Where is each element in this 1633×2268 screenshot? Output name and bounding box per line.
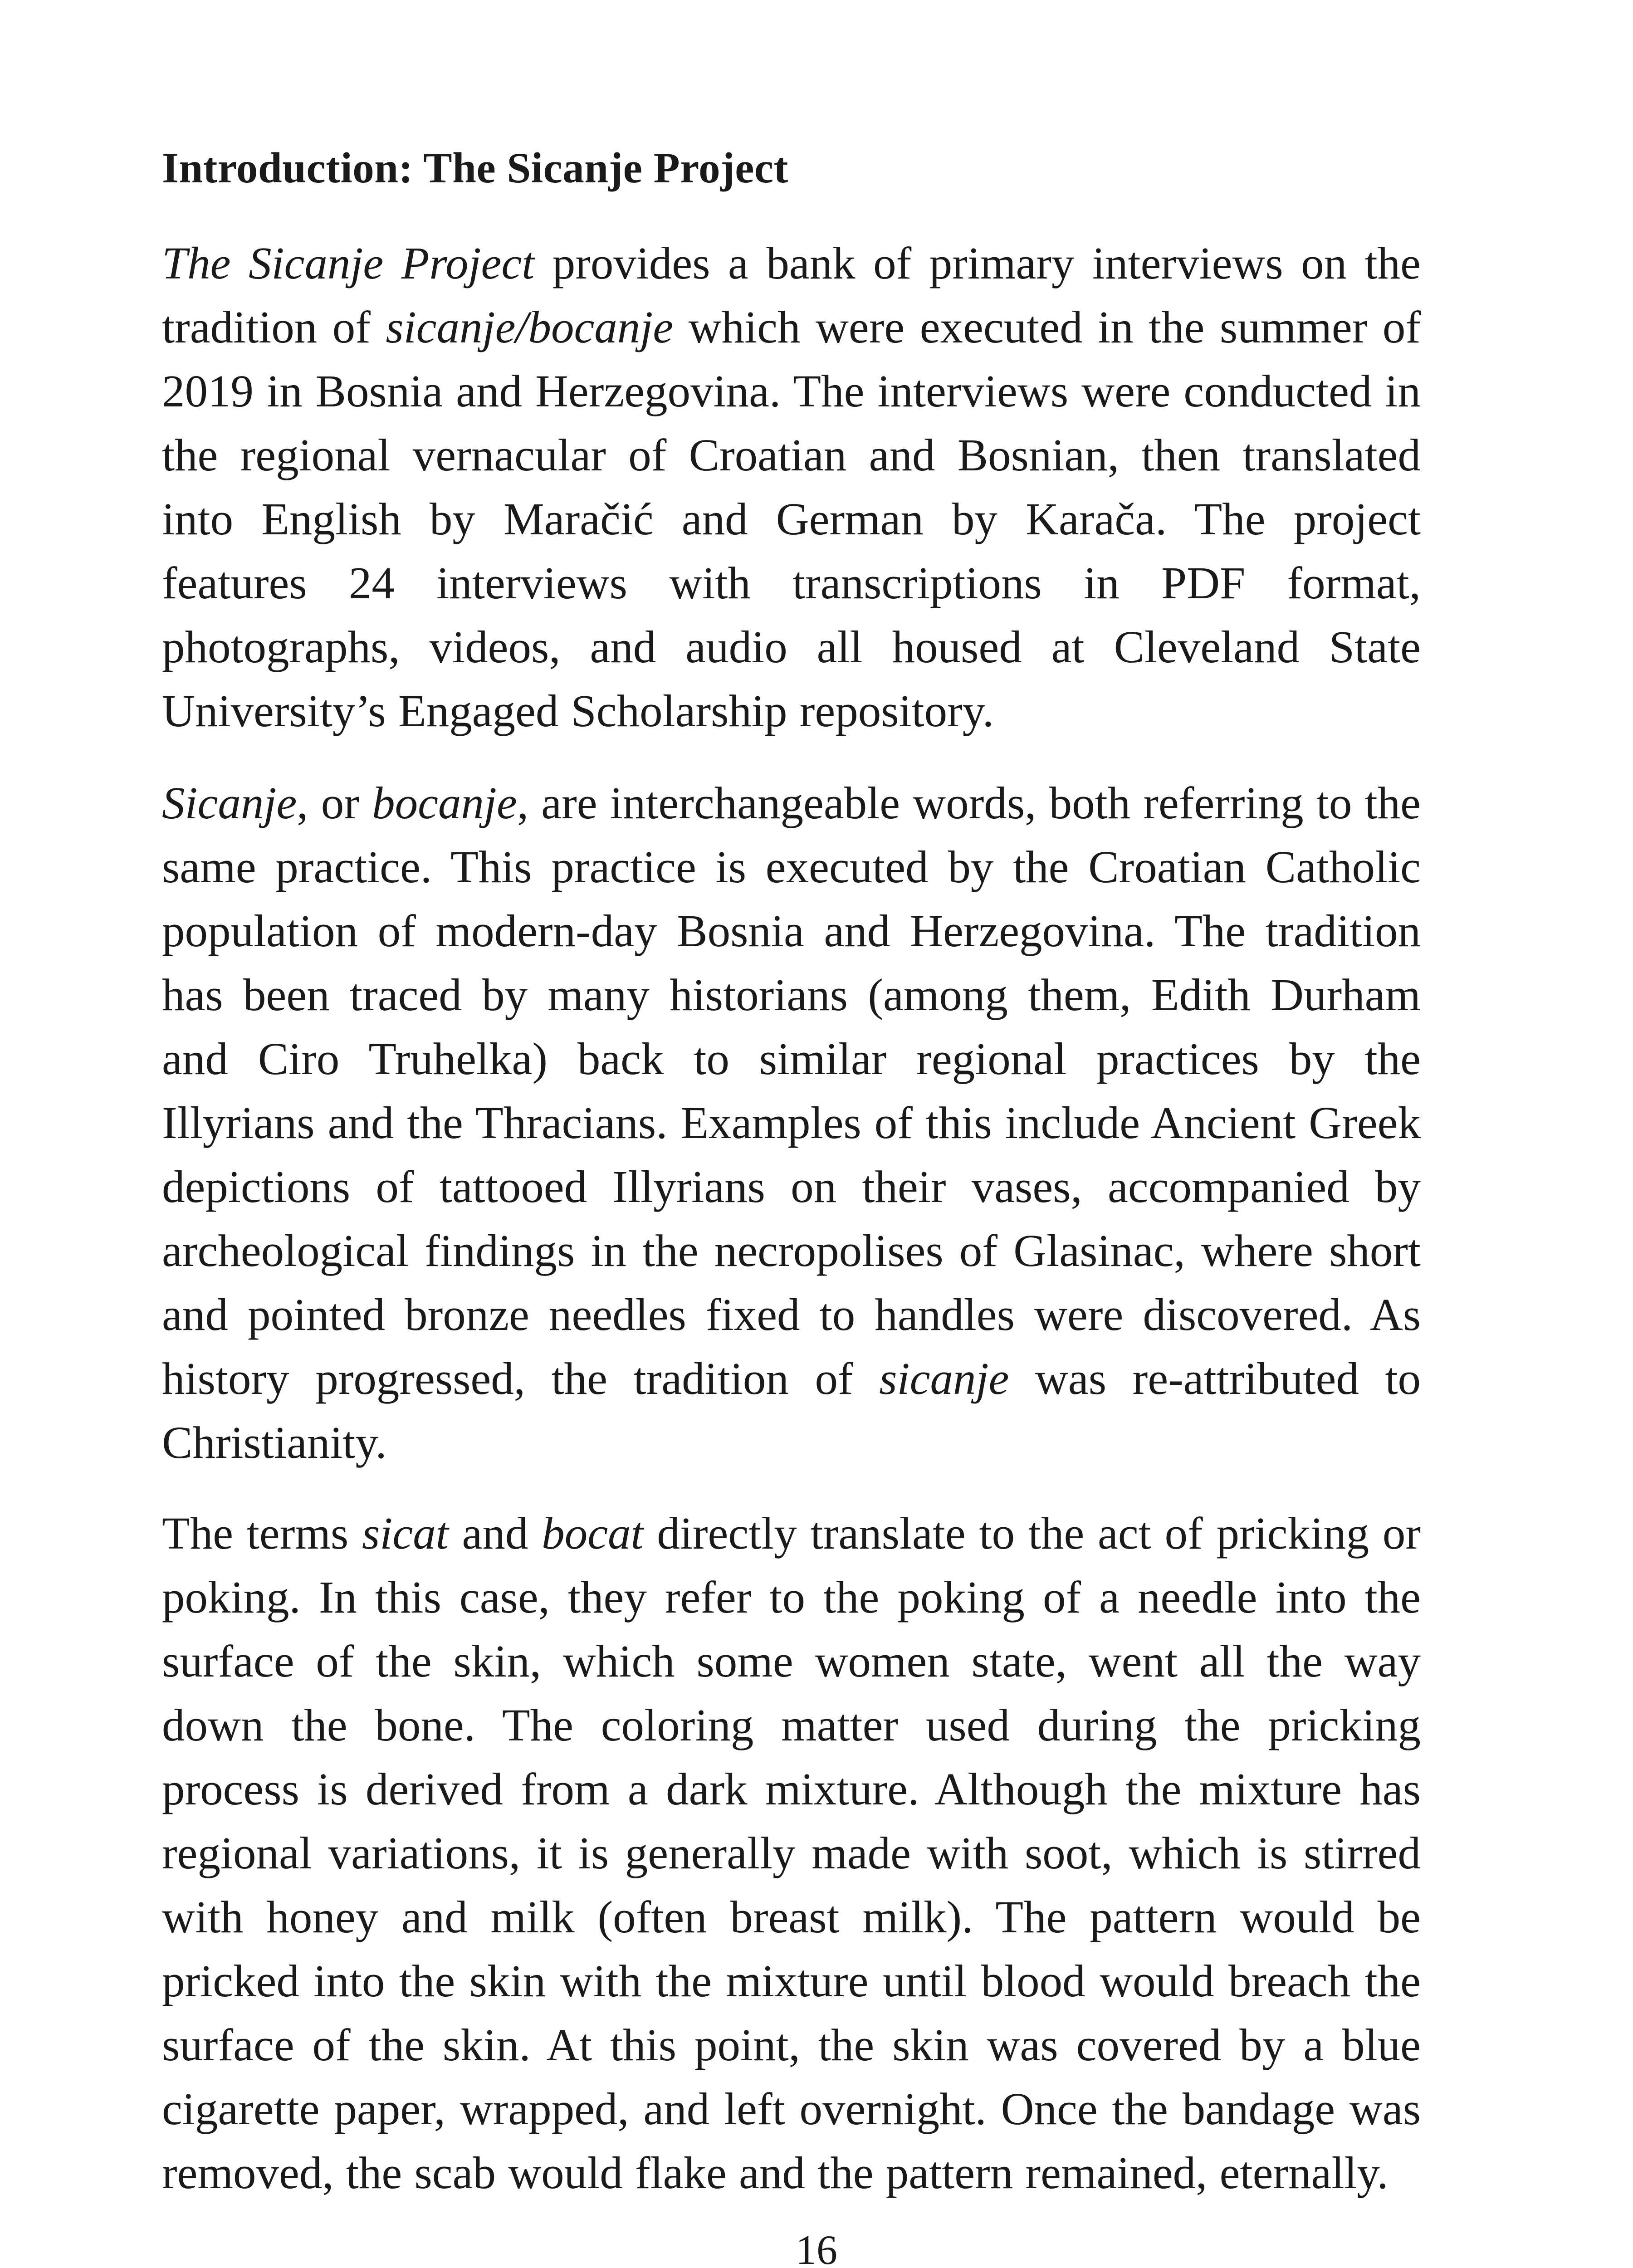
paragraph-history	[162, 771, 1421, 1475]
text-run: was re-attributed to Christianity.	[162, 1353, 1421, 1468]
italic-term: sicanje	[879, 1353, 1009, 1404]
text-run: which were executed in the summer of 2019 in Bosnia and Herzegovina. The interviews were conducted in the regional vernacular of Croatian and Bosnian, then translated into English by Maračić and German by Karača. The project features 24 interviews with transcriptions in PDF format, photographs, videos, and audio all housed at Cleveland State University’s Engaged Scholarship repository.	[162, 302, 1421, 736]
text-run: , or	[297, 777, 372, 828]
italic-term: Sicanje	[162, 777, 297, 828]
italic-term: bocanje	[372, 777, 517, 828]
italic-title: The Sicanje Project	[162, 238, 535, 288]
section-heading: Introduction: The Sicanje Project	[162, 144, 788, 192]
text-run: provides a bank of primary interviews on the tradition of	[162, 238, 1421, 352]
paragraph-process	[162, 1501, 1421, 2205]
text-run: The terms	[162, 1508, 362, 1559]
italic-term: sicat	[362, 1508, 449, 1559]
page-number: 16	[796, 2227, 837, 2268]
text-run: , are interchangeable words, both referring to the same practice. This practice is executed by the Croatian Catholic population of modern-day Bosnia and Herzegovina. The tradition has been traced by many historians (among them, Edith Durham and Ciro Truhelka) back to similar regional practices by the Illyrians and the Thracians. Examples of this include Ancient Greek depictions of tattooed Illyrians on their vases, accompanied by archeological findings in the necropolises of Glasinac, where short and pointed bronze needles fixed to handles were discovered. As history progressed, the tradition of	[162, 777, 1421, 1404]
paragraph-intro	[162, 231, 1421, 743]
italic-term: sicanje/bocanje	[386, 302, 674, 352]
italic-term: bocat	[542, 1508, 644, 1559]
text-run: directly translate to the act of pricking or poking. In this case, they refer to the poking of a needle into the surface of the skin, which some women state, went all the way down the bone. The coloring matter used during the pricking process is derived from a dark mixture. Although the mixture has regional variations, it is generally made with soot, which is stirred with honey and milk (often breast milk). The pattern would be pricked into the skin with the mixture until blood would breach the surface of the skin. At this point, the skin was covered by a blue cigarette paper, wrapped, and left overnight. Once the bandage was removed, the scab would flake and the pattern remained, eternally.	[162, 1508, 1421, 2198]
text-run: and	[448, 1508, 542, 1559]
